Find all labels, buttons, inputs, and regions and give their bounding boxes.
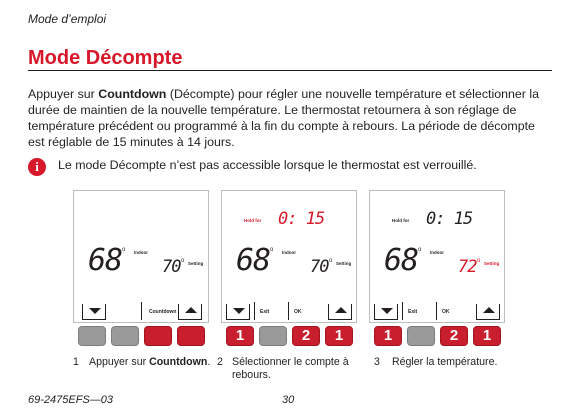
arrow-down-icon bbox=[381, 308, 393, 314]
title-rule bbox=[28, 70, 552, 71]
ok-softkey-label[interactable]: OK bbox=[442, 309, 450, 315]
caption-text: Régler la température. bbox=[392, 356, 498, 368]
softkey-bar bbox=[370, 299, 506, 324]
button-4[interactable]: 1 bbox=[473, 326, 501, 346]
thermostat-screen bbox=[369, 190, 505, 323]
degree-symbol: o bbox=[418, 247, 422, 253]
button-2[interactable] bbox=[407, 326, 435, 346]
document-code: 69-2475EFS—03 bbox=[28, 394, 113, 406]
up-softkey[interactable] bbox=[328, 304, 352, 320]
button-row bbox=[221, 326, 357, 346]
hold-time: 0: 15 bbox=[426, 209, 473, 229]
degree-symbol: o bbox=[477, 258, 481, 264]
down-softkey[interactable] bbox=[374, 304, 398, 320]
indoor-label: Indoor bbox=[134, 250, 148, 255]
degree-symbol: o bbox=[270, 247, 274, 253]
countdown-keyword: Countdown bbox=[98, 87, 167, 101]
thermostat-panel-2 bbox=[221, 190, 357, 346]
button-3[interactable] bbox=[144, 326, 172, 346]
softkey-bar bbox=[74, 299, 210, 324]
arrow-up-icon bbox=[335, 307, 347, 313]
degree-symbol: o bbox=[122, 247, 126, 253]
caption-number: 2 bbox=[217, 356, 223, 368]
arrow-down-icon bbox=[233, 308, 245, 314]
exit-softkey-label[interactable]: Exit bbox=[408, 309, 418, 315]
button-row bbox=[369, 326, 505, 346]
hold-label: Hold for bbox=[244, 218, 262, 223]
divider bbox=[141, 302, 142, 320]
caption-text: Sélectionner le compte à rebours. bbox=[232, 356, 349, 381]
divider bbox=[254, 302, 255, 320]
setting-label: Setting bbox=[188, 261, 204, 266]
indoor-label: Indoor bbox=[430, 250, 444, 255]
exit-softkey-label[interactable]: Exit bbox=[260, 309, 270, 315]
button-1[interactable]: 1 bbox=[226, 326, 254, 346]
indoor-temp: 68 bbox=[236, 243, 271, 278]
caption-number: 1 bbox=[73, 356, 79, 368]
section-title: Mode Décompte bbox=[28, 47, 183, 69]
softkey-bar bbox=[222, 299, 358, 324]
button-2[interactable] bbox=[111, 326, 139, 346]
intro-paragraph: Appuyer sur Countdown (Décompte) pour régler une nouvelle température et sélectionner la durée de maintien de la nouvelle température. Le thermostat retournera à son réglage de température précédent ou programmé à la fin du compte à rebours. La période de décompte est réglable de 15 minutes à 14 jours. bbox=[28, 87, 539, 149]
lock-note: Le mode Décompte n’est pas accessible lorsque le thermostat est verrouillé. bbox=[58, 158, 477, 172]
divider bbox=[288, 302, 289, 320]
divider bbox=[402, 302, 403, 320]
button-1[interactable]: 1 bbox=[374, 326, 402, 346]
divider bbox=[436, 302, 437, 320]
running-header: Mode d’emploi bbox=[28, 12, 107, 26]
setting-label: Setting bbox=[336, 261, 352, 266]
hold-time: 0: 15 bbox=[278, 209, 325, 229]
up-softkey[interactable] bbox=[178, 304, 202, 320]
down-softkey[interactable] bbox=[226, 304, 250, 320]
button-3[interactable]: 2 bbox=[440, 326, 468, 346]
page-number: 30 bbox=[282, 394, 295, 406]
indoor-temp: 68 bbox=[384, 243, 419, 278]
degree-symbol: o bbox=[329, 258, 333, 264]
indoor-temp: 68 bbox=[88, 243, 123, 278]
button-3[interactable]: 2 bbox=[292, 326, 320, 346]
down-softkey[interactable] bbox=[82, 304, 106, 320]
thermostat-panel-1 bbox=[73, 190, 209, 346]
thermostat-screen bbox=[221, 190, 357, 323]
countdown-softkey-label[interactable]: Countdown bbox=[149, 309, 177, 315]
button-2[interactable] bbox=[259, 326, 287, 346]
indoor-label: Indoor bbox=[282, 250, 296, 255]
setting-label: Setting bbox=[484, 261, 500, 266]
button-row bbox=[73, 326, 209, 346]
arrow-up-icon bbox=[483, 307, 495, 313]
degree-symbol: o bbox=[181, 258, 185, 264]
thermostat-screen bbox=[73, 190, 209, 323]
hold-label: Hold for bbox=[392, 218, 410, 223]
ok-softkey-label[interactable]: OK bbox=[294, 309, 302, 315]
setting-temp: 70 bbox=[310, 257, 329, 277]
button-1[interactable] bbox=[78, 326, 106, 346]
arrow-up-icon bbox=[185, 307, 197, 313]
setting-temp: 72 bbox=[458, 257, 477, 277]
button-4[interactable]: 1 bbox=[325, 326, 353, 346]
arrow-down-icon bbox=[89, 308, 101, 314]
button-4[interactable] bbox=[177, 326, 205, 346]
up-softkey[interactable] bbox=[476, 304, 500, 320]
setting-temp: 70 bbox=[162, 257, 181, 277]
info-icon: i bbox=[28, 158, 46, 176]
caption-number: 3 bbox=[374, 356, 380, 368]
caption-text: Appuyer sur Countdown. bbox=[89, 356, 211, 368]
thermostat-panel-3 bbox=[369, 190, 505, 346]
